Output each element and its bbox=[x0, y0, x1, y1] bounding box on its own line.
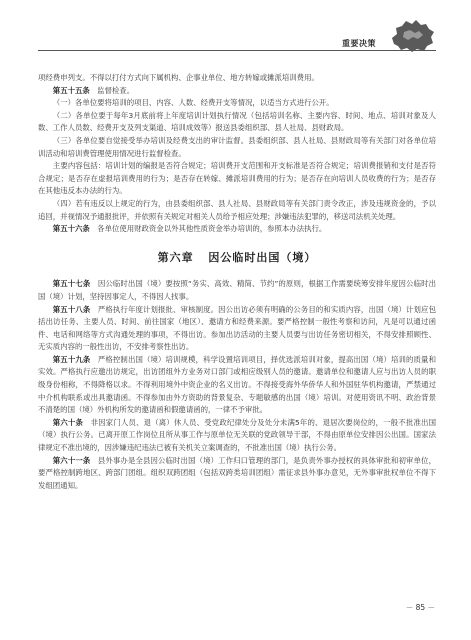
article-text: 县外事办是全县因公临时出国（境）工作归口管理的部门，是负责外事办授权的具体审批和初审单位，要严格控制跨地区、跨部门团组。组织双跨团组（包括双跨类培训团组）需征求县外事办意见，无外事审批权单位不得下发组团通知。 bbox=[38, 455, 436, 490]
article-text: 各单位使用财政资金以外其他性质资金举办培训的，参照本办法执行。 bbox=[97, 224, 327, 234]
article-text: （二）各单位要于每年3月底前将上年度培训计划执行情况（包括培训名称、主要内容、时间、地点、培训对象及人数、工作人员数、经费开支及列支渠道、培训成效等）报送县委组织部、县人社局、县财政局。 bbox=[38, 110, 436, 133]
article-number: 第五十九条 bbox=[52, 354, 91, 364]
chapter-heading bbox=[38, 252, 436, 265]
article-paragraph bbox=[38, 304, 436, 354]
article-paragraph bbox=[38, 85, 436, 98]
chapter-number: 第六章 bbox=[157, 250, 194, 264]
page-header bbox=[38, 28, 436, 58]
article-paragraph bbox=[38, 198, 436, 223]
article-text: （四）若有违反以上规定的行为，由县委组织部、县人社局、县财政局等有关部门责令改正，涉及违规资金的，予以追回，并视情况予通报批评，并依照有关规定对相关人员给予相应处理；涉嫌违法犯罪的，移送司法机关处理。 bbox=[38, 198, 436, 221]
article-text: （三）各单位要自觉接受举办培训及经费支出的审计监督。县委组织部、县人社局、县财政局等有关部门对各单位培训活动和培训费管理使用情况进行监督检查。 bbox=[38, 135, 436, 158]
article-text: 严格执行年度计划报批、审核制度。因公出访必须有明确的公务目的和实质内容，出国（境）计划应包括出访任务、主要人员、时间、前往国家（地区）、邀请方和经费来源。要严格控制一般性考察和访问，凡是可以通过函件、电话和网络等方式沟通处理的事项，不得出访。参加出访活动的主要人员要与出访任务密切相关，不得安排照顾性、无实质内容的一般性出访，不安排考察性出访。 bbox=[38, 304, 436, 352]
document-body bbox=[38, 72, 436, 492]
article-text: 主要内容包括：培训计划的编报是否符合规定；培训费开支范围和开支标准是否符合规定；培训费报销和支付是否符合规定；是否存在虚报培训费用的行为；是否存在转嫁、摊派培训费用的行为；是否存在向培训人员收费的行为；是否存在其他违反本办法的行为。 bbox=[38, 161, 436, 196]
article-number: 第五十六条 bbox=[52, 224, 90, 234]
bottom-articles bbox=[38, 278, 436, 492]
map-silhouette-icon bbox=[388, 18, 436, 54]
article-paragraph bbox=[38, 160, 436, 198]
article-number: 第五十七条 bbox=[52, 279, 91, 289]
article-paragraph bbox=[38, 135, 436, 160]
article-paragraph bbox=[38, 455, 436, 493]
intro-paragraph: 项经费申列支。不得以打付方式向下属机构、企事业单位、地方转嫁或摊派培训费用。 bbox=[38, 73, 319, 82]
article-paragraph bbox=[38, 417, 436, 455]
article-paragraph bbox=[38, 354, 436, 417]
article-number: 第六十条 bbox=[52, 417, 84, 427]
section-label: 重要决策 bbox=[342, 39, 376, 48]
article-text: 非因家门人员、退（离）休人员、受党政纪律处分及处分未满5年的、退居次要岗位的，一般不批准出国（境）执行公务。已离开原工作岗位且所从事工作与原单位无关联的党政领导干部，不得由原单位安排因公出国。国家法律规定不准出境的，因涉嫌违纪违法已被有关机关立案调查的，不批准出国（境）执行公务。 bbox=[38, 417, 436, 453]
article-number: 第五十八条 bbox=[52, 304, 91, 314]
article-number: 第五十五条 bbox=[52, 85, 90, 95]
article-text: 因公临时出国（境）要按照“务实、高效、精简、节约”的原则，根据工作需要统筹安排年度因公临时出国（境）计划，坚持因事定人，不得因人找事。 bbox=[38, 279, 436, 301]
page-number: － 85 － bbox=[405, 603, 435, 612]
article-paragraph bbox=[38, 97, 436, 110]
article-paragraph bbox=[38, 278, 436, 303]
chapter-title: 因公临时出国（境） bbox=[208, 250, 317, 264]
article-paragraph bbox=[38, 223, 436, 236]
article-text: （一）各单位要将培训的项目、内容、人数、经费开支等情况，以适当方式进行公开。 bbox=[52, 98, 334, 108]
header-rule bbox=[38, 50, 436, 51]
article-text: 监督检查。 bbox=[97, 85, 135, 95]
top-articles bbox=[38, 85, 436, 236]
article-paragraph bbox=[38, 110, 436, 135]
article-number: 第六十一条 bbox=[52, 455, 91, 465]
article-text: 严格控制出国（境）培训规模，科学设置培训项目，择优选派培训对象，提高出国（境）培训的质量和实效。严格执行应邀出访规定，出访团组外方业务对口部门或相应级别人员的邀请。邀请单位和邀请人应与出访人员的职级身份相称，不得降格以求。不得利用境外中资企业的名义出访。不得接受海外华侨华人和外国驻华机构邀请，严禁通过中介机构联系或出具邀请函。不得参加由外方资助的背景复杂、专题敏感的出国（境）培训。对使用资讯不明、政治背景不清楚的国（境）外机构所发的邀请函和假邀请函的，一律不予审批。 bbox=[38, 354, 436, 415]
